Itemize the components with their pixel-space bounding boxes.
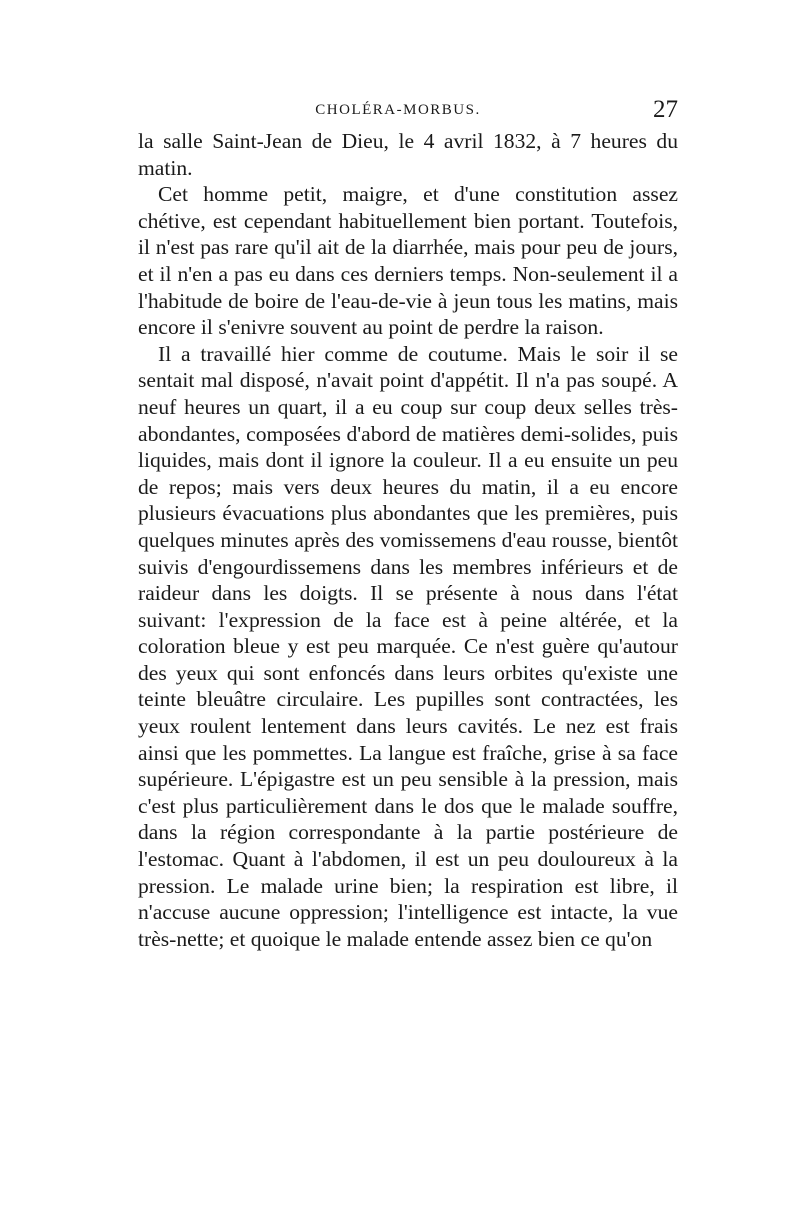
page-number: 27	[653, 96, 678, 123]
running-head	[138, 96, 678, 130]
body-text	[138, 128, 678, 952]
paragraph-continuation: la salle Saint-Jean de Dieu, le 4 avril 1832, à 7 heures du matin.	[138, 129, 678, 180]
running-title: CHOLÉRA-MORBUS.	[315, 102, 481, 118]
paragraph-symptoms: Il a travaillé hier comme de coutume. Mais le soir il se sentait mal disposé, n'avait point d'appétit. Il n'a pas soupé. A neuf heures un quart, il a eu coup sur coup deux selles très-abondantes, composées d'abord de matières demi-solides, puis liquides, mais dont il ignore la couleur. Il a eu ensuite un peu de repos; mais vers deux heures du matin, il a eu encore plusieurs évacuations plus abondantes que les premières, puis quelques minutes après des vomissemens d'eau rousse, bientôt suivis d'engourdissemens dans les membres inférieurs et de raideur dans les doigts. Il se présente à nous dans l'état suivant: l'expression de la face est à peine altérée, et la coloration bleue y est peu marquée. Ce n'est guère qu'autour des yeux qui sont enfoncés dans leurs orbites qu'existe une teinte bleuâtre circulaire. Les pupilles sont contractées, les yeux roulent lentement dans leurs cavités. Le nez est frais ainsi que les pommettes. La langue est fraîche, grise à sa face supérieure. L'épigastre est un peu sensible à la pression, mais c'est plus particulièrement dans le dos que le malade souffre, dans la région correspondante à la partie postérieure de l'estomac. Quant à l'abdomen, il est un peu douloureux à la pression. Le malade urine bien; la respiration est libre, il n'accuse aucune oppression; l'intelligence est intacte, la vue très-nette; et quoique le malade entende assez bien ce qu'on	[138, 341, 678, 951]
paragraph-patient-history: Cet homme petit, maigre, et d'une constitution assez chétive, est cependant habituellement bien portant. Toutefois, il n'est pas rare qu'il ait de la diarrhée, mais pour peu de jours, et il n'en a pas eu dans ces derniers temps. Non-seulement il a l'habitude de boire de l'eau-de-vie à jeun tous les matins, mais encore il s'enivre souvent au point de perdre la raison.	[138, 182, 678, 340]
